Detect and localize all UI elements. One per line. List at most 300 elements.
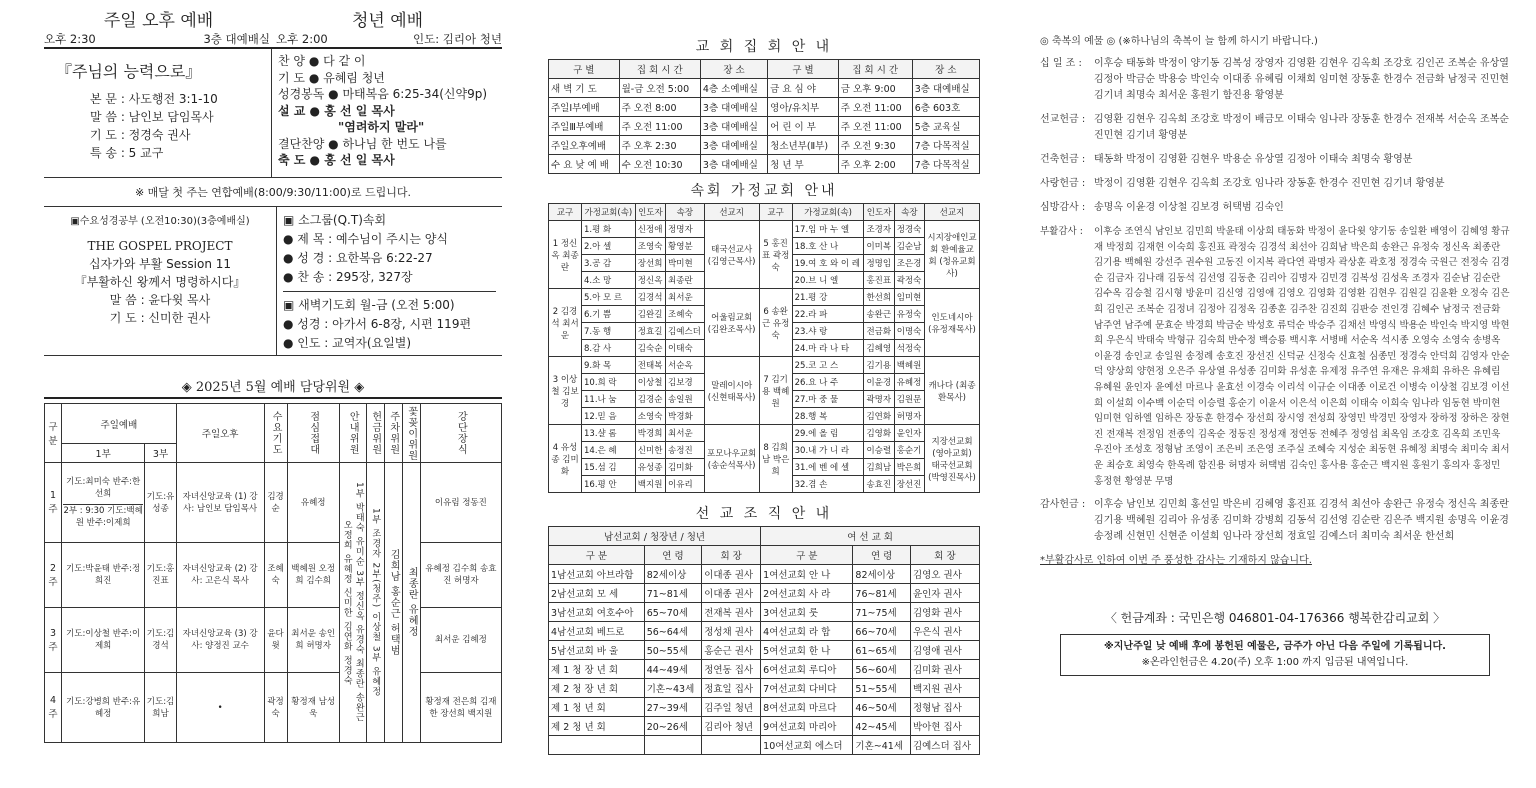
mission-org-cell: 김영애 권사: [910, 641, 979, 660]
offering-note: *부활감사로 인하여 이번 주 풍성한 감사는 기재하지 않습니다.: [1040, 555, 1312, 567]
offering-item: [1040, 200, 1510, 216]
offering-label: 십 일 조 :: [1040, 58, 1082, 69]
week-pm: •: [176, 673, 264, 743]
gathering-cell: 청소년부(Ⅱ부): [768, 136, 839, 155]
cell-item: 2.아 셀: [582, 238, 636, 255]
week-pm: 자녀신앙교육 (3) 강사: 양정진 교수: [176, 608, 264, 673]
youth-details: [272, 49, 502, 177]
dawn-line: ● 인도 : 교역자(요일별): [283, 336, 412, 350]
mission-org-cell: [702, 736, 761, 755]
week-deco: 이유림 정동진: [420, 463, 501, 543]
union-service-notice: ※ 매달 첫 주는 연합예배(8:00/9:30/11:00)로 드립니다.: [44, 178, 502, 207]
mission-org-cell: 정연동 집사: [702, 660, 761, 679]
cell-table: [548, 203, 980, 493]
youth-row: 설 교 ● 홍 선 일 목사: [278, 103, 395, 118]
cell-item: 27.마 중 물: [792, 391, 864, 408]
mission-org-cell: 홍순근 권사: [702, 641, 761, 660]
cell-item: 신정애: [635, 221, 665, 238]
cell-item: 유혜정: [894, 374, 924, 391]
cell-item: 조경자: [864, 221, 894, 238]
cell-item: 김혜영: [864, 340, 894, 357]
mission-org-subheader: 회 장: [910, 546, 979, 565]
week-deco: 최서운 김혜정: [420, 608, 501, 673]
qt-line: ● 찬 송 : 295장, 327장: [283, 270, 413, 284]
cell-item: 31.에 벤 에 셀: [792, 459, 864, 476]
week-p1: 기도:최미숙 반주:한선희 2부 : 9:30 기도:백혜원 반주:이제희: [62, 463, 145, 543]
cell-header: 선교지: [925, 204, 980, 221]
gathering-row: [549, 155, 980, 174]
gathering-cell: 주 오후 2:30: [619, 136, 700, 155]
afternoon-time: 오후 2:30: [44, 32, 96, 46]
week-wed: 조혜숙: [264, 543, 287, 608]
qt-line: ● 제 목 : 예수님이 주시는 양식: [283, 232, 448, 246]
week-wed: 윤다윗: [264, 608, 287, 673]
mission-org-cell: 김영오 권사: [910, 565, 979, 584]
gathering-cell: 주 오전 11:00: [838, 117, 912, 136]
offering-label: 사랑헌금 :: [1040, 178, 1086, 189]
mission-org-subheader: 연 령: [853, 546, 911, 565]
week-label: 4주: [45, 673, 62, 743]
mission-org-cell: 4여선교회 라 합: [761, 622, 853, 641]
cell-mission: 지장선교회 (영아교회) 태국선교회 (박영진목사): [925, 425, 980, 493]
cell-item: 25.코 고 스: [792, 357, 864, 374]
cell-item: 정경숙: [894, 221, 924, 238]
youth-row: 기 도 ● 유혜림 청년: [278, 70, 385, 85]
cell-item: 6.기 쁨: [582, 306, 636, 323]
cell-row: [549, 425, 980, 442]
dawn-section: [283, 296, 496, 353]
offering-names: 김영환 김현우 김옥희 조강호 박정이 배금모 이태숙 임나라 장동훈 한경수 전재복 서순옥 조복순 진민현 김기녀 황영분: [1094, 114, 1509, 141]
cell-mission: 포모나우교회 (송순석목사): [704, 425, 759, 493]
mission-org-row: [549, 679, 980, 698]
mission-org-body: [549, 565, 980, 755]
mission-org-cell: 제 2 청 년 회: [549, 717, 645, 736]
cell-item: 송완근: [864, 306, 894, 323]
offering-list: [1040, 56, 1510, 545]
gathering-cell: 금 요 심 야: [768, 79, 839, 98]
cell-item: 정명자: [666, 221, 705, 238]
cell-item: 21.평 강: [792, 289, 864, 306]
mission-org-cell: 1남선교회 아브라함: [549, 565, 645, 584]
cell-header: 속장: [666, 204, 705, 221]
cell-item: 28.행 복: [792, 408, 864, 425]
week-label: 3주: [45, 608, 62, 673]
offering-label: 부활감사 :: [1040, 226, 1083, 237]
gathering-cell: 7층 다목적실: [912, 136, 979, 155]
cell-item: 30.내 가 니 라: [792, 442, 864, 459]
mission-org-title: 선 교 조 직 안 내: [695, 506, 833, 522]
cell-item: 장선희: [635, 255, 665, 272]
cell-district: 4 유성종 김미화: [549, 425, 582, 493]
cell-item: 홍순기: [894, 442, 924, 459]
cell-item: 이태숙: [666, 340, 705, 357]
mission-org-cell: 5남선교회 바 울: [549, 641, 645, 660]
cell-header: 인도자: [864, 204, 894, 221]
cell-item: 최종란: [666, 272, 705, 289]
youth-row: 찬 양 ● 다 같 이: [278, 54, 366, 68]
mission-org-cell: 제 2 청 장 년 회: [549, 679, 645, 698]
cell-item: 황영분: [666, 238, 705, 255]
gathering-body: [549, 79, 980, 174]
cell-district: 8 김희남 박은희: [759, 425, 792, 493]
mission-org-row: [549, 584, 980, 603]
cell-header: 가정교회(속): [582, 204, 636, 221]
youth-row: "염려하지 말라": [338, 120, 425, 134]
mission-org-row: [549, 698, 980, 717]
week-label: 1주: [45, 463, 62, 543]
gathering-cell: 4층 소예배실: [700, 79, 767, 98]
cell-item: 곽정숙: [894, 272, 924, 289]
gathering-cell: 주 오전 11:00: [619, 117, 700, 136]
cell-item: 9.화 목: [582, 357, 636, 374]
cell-item: 장선진: [894, 476, 924, 493]
cell-item: 정명임: [864, 255, 894, 272]
mission-org-cell: 7여선교회 다비다: [761, 679, 853, 698]
mission-org-cell: 제 1 청 년 회: [549, 698, 645, 717]
offering-item: [1040, 56, 1510, 104]
cell-item: 최서운: [666, 289, 705, 306]
offering-label: 선교헌금 :: [1040, 114, 1086, 125]
mission-org-cell: 51~55세: [853, 679, 911, 698]
duty-header: 꽃꽂이위원: [405, 405, 417, 461]
gathering-cell: 수 요 낮 예 배: [549, 155, 620, 174]
offering-notice: ※지난주일 낮 예배 후에 봉헌된 예물은, 금주가 아닌 다음 주일에 기록됩니다.: [1104, 641, 1446, 653]
cell-item: 박경희: [635, 425, 665, 442]
offering-names: 태동화 박정이 김영환 김현우 박용순 유상열 김정아 이태숙 최명숙 황영분: [1094, 154, 1413, 165]
mission-org-row: [549, 603, 980, 622]
cell-mission: 캐나다 (최종환목사): [925, 357, 980, 425]
mission-org-cell: 정형남 집사: [910, 698, 979, 717]
gathering-cell: 7층 다목적실: [912, 155, 979, 174]
mission-org-cell: 2남선교회 모 세: [549, 584, 645, 603]
bible-study-line: 기 도 : 신미한 권사: [109, 311, 211, 325]
duty-header: 점심접대: [307, 411, 319, 455]
youth-row: 결단찬양 ● 하나님 한 번도 나를: [278, 136, 447, 151]
dawn-line: ● 성경 : 아가서 6-8장, 시편 119편: [283, 317, 472, 331]
cell-item: 김경순: [635, 391, 665, 408]
bible-study-line: 말 씀 : 윤다윗 목사: [109, 293, 211, 307]
gathering-cell: 주 오전 8:00: [619, 98, 700, 117]
cell-item: 박미현: [666, 255, 705, 272]
gathering-row: [549, 117, 980, 136]
mission-org-cell: 정효일 집사: [702, 679, 761, 698]
youth-row: 성경봉독 ● 마태복음 6:25-34(신약9p): [278, 87, 487, 101]
cell-header: 가정교회(속): [792, 204, 864, 221]
offering-item: [1040, 176, 1510, 192]
mission-org-subheader: 구 분: [549, 546, 645, 565]
gathering-cell: 주 오후 2:00: [838, 155, 912, 174]
gathering-cell: 금 오후 9:00: [838, 79, 912, 98]
afternoon-place: 3층 대예배실: [203, 32, 270, 46]
cell-item: 전태복: [635, 357, 665, 374]
cell-item: 12.믿 음: [582, 408, 636, 425]
week-lunch: 백혜원 오정희 김수희: [287, 543, 339, 608]
week-lunch: 유혜정: [287, 463, 339, 543]
mission-org-cell: 82세이상: [644, 565, 702, 584]
offering-names: 송명옥 이윤경 이상철 김보경 허택범 김숙인: [1094, 202, 1284, 213]
mission-org-table: [548, 526, 980, 755]
cell-item: 조은경: [894, 255, 924, 272]
cell-item: 4.소 망: [582, 272, 636, 289]
afternoon-row: 기 도 : 정경숙 권사: [90, 128, 191, 142]
duty-header: 수요기도: [270, 411, 282, 455]
week-p1: 기도:강병희 반주:유혜정: [62, 673, 145, 743]
mission-org-row: [549, 736, 980, 755]
afternoon-row: 본 문 : 사도행전 3:1-10: [90, 92, 218, 106]
cell-item: 전금화: [864, 323, 894, 340]
cell-item: 8.감 사: [582, 340, 636, 357]
cell-item: 정효길: [635, 323, 665, 340]
qt-section: [283, 211, 496, 292]
week-p3: 기도:김희남: [145, 673, 177, 743]
cell-mission: 말레이시아 (신현태목사): [704, 357, 759, 425]
gathering-cell: 3층 대예배실: [700, 136, 767, 155]
service-subheader: [44, 31, 502, 49]
mission-org-row: [549, 660, 980, 679]
week-pm: 자녀신앙교육 (1) 강사: 남인보 담임목사: [176, 463, 264, 543]
cell-row: [549, 357, 980, 374]
afternoon-service-title: 주일 오후 예배: [103, 11, 214, 31]
offering-committee: 1부 조경자 2부(청주) 이상철 3부 유혜정: [366, 463, 384, 743]
mission-org-cell: 42~45세: [853, 717, 911, 736]
mission-org-cell: 3여선교회 룻: [761, 603, 853, 622]
gathering-title: 교 회 집 회 안 내: [695, 39, 833, 55]
cell-item: 이명숙: [894, 323, 924, 340]
week-lunch: 최서운 송인희 허명자: [287, 608, 339, 673]
qt-header: ▣ 소그룹(Q.T)속회: [283, 213, 387, 227]
mission-org-cell: 정성채 권사: [702, 622, 761, 641]
mission-org-cell: 5여선교회 한 나: [761, 641, 853, 660]
cell-item: 김경석: [635, 289, 665, 306]
gathering-cell: 3층 대예배실: [700, 98, 767, 117]
mission-org-cell: 윤인자 권사: [910, 584, 979, 603]
mission-org-cell: 우은식 권사: [910, 622, 979, 641]
cell-item: 18.호 산 나: [792, 238, 864, 255]
qt-dawn-box: [277, 207, 502, 355]
mission-org-cell: 6여선교회 루디아: [761, 660, 853, 679]
offering-item: [1040, 224, 1510, 489]
cell-item: 이승렬: [864, 442, 894, 459]
duty-header: 주차위원: [387, 411, 399, 455]
cell-item: 17.임 마 누 엘: [792, 221, 864, 238]
mission-org-subheader: 구 분: [761, 546, 853, 565]
cell-item: 19.여 호 와 이 레: [792, 255, 864, 272]
gathering-cell: 주 오전 9:30: [838, 136, 912, 155]
mission-org-subheader: 회 장: [702, 546, 761, 565]
gathering-cell: 주 오전 11:00: [838, 98, 912, 117]
offering-names: 이후승 태동화 박정이 양기동 김복성 장영자 김영환 김현우 김옥희 조강호 김인곤 조복순 유상열 김정아 박금순 박용승 박인숙 이대종 유혜림 이채희 임미현 장동훈 한경수 전금화 남정국 진민현 김기녀 최명숙 최서운 홍원기 함진용 황영분: [1094, 58, 1509, 101]
cell-item: 박은희: [894, 459, 924, 476]
cell-district: 6 송완근 유정숙: [759, 289, 792, 357]
parking-committee: 김희남 홍순근 허택범: [384, 463, 402, 743]
cell-mission: 태국선교사 (김영근목사): [704, 221, 759, 289]
mission-org-cell: 65~70세: [644, 603, 702, 622]
mission-org-cell: 4남선교회 베드로: [549, 622, 645, 641]
week-label: 2주: [45, 543, 62, 608]
week-p3: 기도:유성종: [145, 463, 177, 543]
mission-org-cell: 82세이상: [853, 565, 911, 584]
mission-org-row: [549, 717, 980, 736]
cell-item: 15.섬 김: [582, 459, 636, 476]
cell-header: 교구: [549, 204, 582, 221]
afternoon-details: [44, 49, 272, 177]
gathering-row: [549, 98, 980, 117]
gathering-cell: 청 년 부: [768, 155, 839, 174]
cell-item: 한선희: [864, 289, 894, 306]
cell-item: 23.샤 랑: [792, 323, 864, 340]
gathering-cell: 주일Ⅲ부예배: [549, 117, 620, 136]
service-details: [44, 49, 502, 178]
bible-study-header: ▣수요성경공부 (오전10:30)(3층예배실): [70, 216, 250, 227]
gathering-header: 집 회 시 간: [619, 60, 700, 79]
cell-item: 조혜숙: [666, 306, 705, 323]
cell-item: 32.겸 손: [792, 476, 864, 493]
offering-names: 이후승 남인보 김민희 홍선일 박은비 김혜영 홍진표 김경석 최선아 송완근 유정숙 정신옥 최종란 김기용 백혜원 김리아 유성종 김미화 강병희 김동석 김선영 김순란 김은주 백지원 송명옥 이윤경 송정례 신현민 신현준 이설희 임나라 장선희 정효일 김예스더 최미숙 최서운 한선희: [1094, 499, 1509, 543]
mission-org-cell: 전재복 권사: [702, 603, 761, 622]
mission-org-cell: 김리아 청년: [702, 717, 761, 736]
offering-item: [1040, 112, 1510, 144]
gathering-row: [549, 136, 980, 155]
flower-committee: 최종란 유혜정: [402, 463, 420, 743]
mission-org-cell: 56~64세: [644, 622, 702, 641]
cell-item: 김순남: [894, 238, 924, 255]
offering-item: [1040, 152, 1510, 168]
cell-district: 5 홍진표 곽정숙: [759, 221, 792, 289]
mission-org-row: [549, 641, 980, 660]
afternoon-row: 특 송 : 5 교구: [90, 146, 164, 160]
mission-org-cell: 기혼~41세: [853, 736, 911, 755]
cell-item: 정신옥: [635, 272, 665, 289]
cell-item: 조영숙: [635, 238, 665, 255]
duty-title: ◈ 2025년 5월 예배 담당위원 ◈: [44, 376, 502, 399]
offerings-title: ◎ 축복의 예물 ◎ (※하나님의 축복이 늘 함께 하시기 바랍니다.): [1040, 36, 1318, 47]
cell-item: 임미현: [894, 289, 924, 306]
offering-names: 박정이 김영환 김현우 김옥희 조강호 임나라 장동훈 한경수 진민현 김기녀 황영분: [1094, 178, 1445, 189]
cell-item: 백지원: [635, 476, 665, 493]
mission-org-cell: 50~55세: [644, 641, 702, 660]
week-pm: 자녀신앙교육 (2) 강사: 고은식 목사: [176, 543, 264, 608]
cell-header: 속장: [894, 204, 924, 221]
youth-row: 축 도 ● 홍 선 일 목사: [278, 153, 395, 167]
cell-title: 속회 가정교회 안내: [690, 183, 838, 199]
cell-item: 이미복: [864, 238, 894, 255]
column-church-info: [548, 30, 980, 755]
cell-item: 김기용: [864, 357, 894, 374]
afternoon-row: 말 씀 : 남인보 담임목사: [90, 110, 214, 124]
cell-item: 석정숙: [894, 340, 924, 357]
mission-org-subheader: 연 령: [644, 546, 702, 565]
cell-row: [549, 221, 980, 238]
cell-item: 송효진: [864, 476, 894, 493]
cell-item: 곽명자: [864, 391, 894, 408]
cell-header: 인도자: [635, 204, 665, 221]
offering-notice-box: [1060, 634, 1490, 676]
cell-header: 교구: [759, 204, 792, 221]
gathering-header: 구 별: [549, 60, 620, 79]
week-wed: 곽정숙: [264, 673, 287, 743]
cell-item: 김영화: [864, 425, 894, 442]
cell-mission: 어울림교회 (김완조목사): [704, 289, 759, 357]
cell-item: 1.평 화: [582, 221, 636, 238]
week-deco: 유혜정 김수희 송효진 허명자: [420, 543, 501, 608]
cell-item: 20.브 니 엘: [792, 272, 864, 289]
mission-org-cell: 71~81세: [644, 584, 702, 603]
cell-item: 10.희 락: [582, 374, 636, 391]
cell-item: 소영숙: [635, 408, 665, 425]
mission-org-cell: 김예스더 집사: [910, 736, 979, 755]
mission-org-cell: 61~65세: [853, 641, 911, 660]
gathering-cell: 3층 대예배실: [700, 117, 767, 136]
mission-org-cell: 기혼~43세: [644, 679, 702, 698]
cell-item: 김희남: [864, 459, 894, 476]
duty-header: 강단장식: [455, 411, 467, 455]
duty-header: 구분: [45, 404, 62, 463]
duty-header: 주일예배: [62, 404, 177, 444]
cell-item: 14.은 혜: [582, 442, 636, 459]
mission-org-cell: 9여선교회 마리아: [761, 717, 853, 736]
mission-org-cell: 27~39세: [644, 698, 702, 717]
bible-study-box: [44, 207, 277, 355]
cell-item: 26.요 나 주: [792, 374, 864, 391]
cell-district: 1 정신옥 최종란: [549, 221, 582, 289]
mission-org-cell: [549, 736, 645, 755]
cell-item: 유성종: [635, 459, 665, 476]
sermon-title: 『주님의 능력으로』: [56, 62, 202, 81]
offering-label: 심방감사 :: [1040, 202, 1086, 213]
cell-item: 5.아 모 르: [582, 289, 636, 306]
duty-table: [44, 403, 502, 743]
cell-district: 2 김경석 최서운: [549, 289, 582, 357]
offering-names: 이후승 조연식 남인보 김민희 박윤태 이상희 태동화 박정이 윤다윗 양기동 송일환 배영이 김혜영 황규재 박정희 김재현 이숙희 홍진표 곽정숙 김경석 최선아 김희남 박은희 송완근 유정숙 정신옥 최종란 김기용 백혜원 강선주 권수원 고동진 이지복 곽다연 곽명자 곽상훈 곽호정 정경숙 국원근 전정숙 김경순 김금자 김나래 김동석 김선영 김동춘 김리아 김명자 김민경 김복성 김성옥 조경자 김순남 김순란 김수옥 김승철 김시형 방윤미 김신영 김영애 김영오 김영화 김영환 김현우 김원길 김윤환 오정숙 김은희 김인곤 조복순 김정녀 김정아 김정옥 김종훈 김주찬 김진희 김판승 전인경 김혜수 남정국 전금화 남주연 남주예 문효순 박경희 박금순 박성호 류덕순 박승주 김채선 박영식 박용순 박인숙 박지영 박현희 우은식 박태숙 박형규 김숙희 반수정 백승룡 백시후 서병배 서순옥 석시종 오영숙 소영숙 송병옥 이윤경 송인교 송일원 송정례 송호진 장선진 신덕균 신정숙 신효철 심종민 정경숙 안덕희 김영자 안순덕 양상희 양현정 오은주 유상열 유성종 김미화 유성훈 유제정 유주연 유재은 유채희 유하은 유혜림 유혜원 윤인자 윤예선 마르나 윤효선 이경숙 이리석 이규순 이대종 이로건 이병숙 이상철 김보경 이선희 이설희 이수백 이순덕 이승렬 홍순기 이윤서 이은석 이은희 이태숙 이희숙 임나라 임동현 박미현 임미현 임하엘 임하은 장동훈 한경수 장선희 장시영 전성희 장영민 박경민 장영자 장하정 장하은 장현진 전재복 전정임 전종익 김옥순 정동진 정성재 정연동 전혜주 정영섭 최옥임 조강호 김옥희 조민욱 우진아 조성호 정형남 조영이 조은비 조은영 조주실 조혜숙 지성순 최동현 유혜정 최명숙 최미숙 최서운 최승호 최영숙 한옥례 함진용 허명자 허택범 김숙인 홍사용 홍순근 백지원 홍원기 홍의자 홍정민 홍정현 황영분 무명: [1094, 226, 1510, 487]
youth-time: 오후 2:00: [276, 32, 328, 46]
gathering-header: 장 소: [912, 60, 979, 79]
cell-mission: 인도네시아 (유정재목사): [925, 289, 980, 357]
cell-item: 유정숙: [894, 306, 924, 323]
gathering-header: 집 회 시 간: [838, 60, 912, 79]
cell-item: 16.평 안: [582, 476, 636, 493]
cell-item: 박경화: [666, 408, 705, 425]
mission-org-cell: 박아현 집사: [910, 717, 979, 736]
duty-header: 주일오후: [176, 404, 264, 463]
gathering-header: 장 소: [700, 60, 767, 79]
cell-item: 11.나 눔: [582, 391, 636, 408]
cell-item: 7.동 행: [582, 323, 636, 340]
week-wed: 김경순: [264, 463, 287, 543]
gathering-cell: 영아/유치부: [768, 98, 839, 117]
week-p3: 기도:홍진표: [145, 543, 177, 608]
offering-notice: ※온라인헌금은 4.20(주) 오후 1:00 까지 입금된 내역입니다.: [1141, 657, 1409, 669]
week-p1: 기도:박윤태 반주:정희진: [62, 543, 145, 608]
cell-item: 홍진표: [864, 272, 894, 289]
cell-item: 김숙순: [635, 340, 665, 357]
cell-item: 허명자: [894, 408, 924, 425]
mission-org-cell: 백지원 권사: [910, 679, 979, 698]
cell-item: 김보경: [666, 374, 705, 391]
cell-item: 김미화: [666, 459, 705, 476]
gathering-row: [549, 79, 980, 98]
cell-item: 최서운: [666, 425, 705, 442]
duty-header: 1부: [62, 444, 145, 463]
gathering-cell: 6층 603호: [912, 98, 979, 117]
mission-org-row: [549, 565, 980, 584]
duty-header: 헌금위원: [369, 411, 381, 455]
mission-org-cell: 2여선교회 사 라: [761, 584, 853, 603]
cell-item: 백혜원: [894, 357, 924, 374]
mission-org-cell: 이대종 권사: [702, 565, 761, 584]
mission-org-cell: 10여선교회 에스더: [761, 736, 853, 755]
column-services: [44, 0, 502, 743]
duty-header: 안내위원: [347, 411, 359, 455]
